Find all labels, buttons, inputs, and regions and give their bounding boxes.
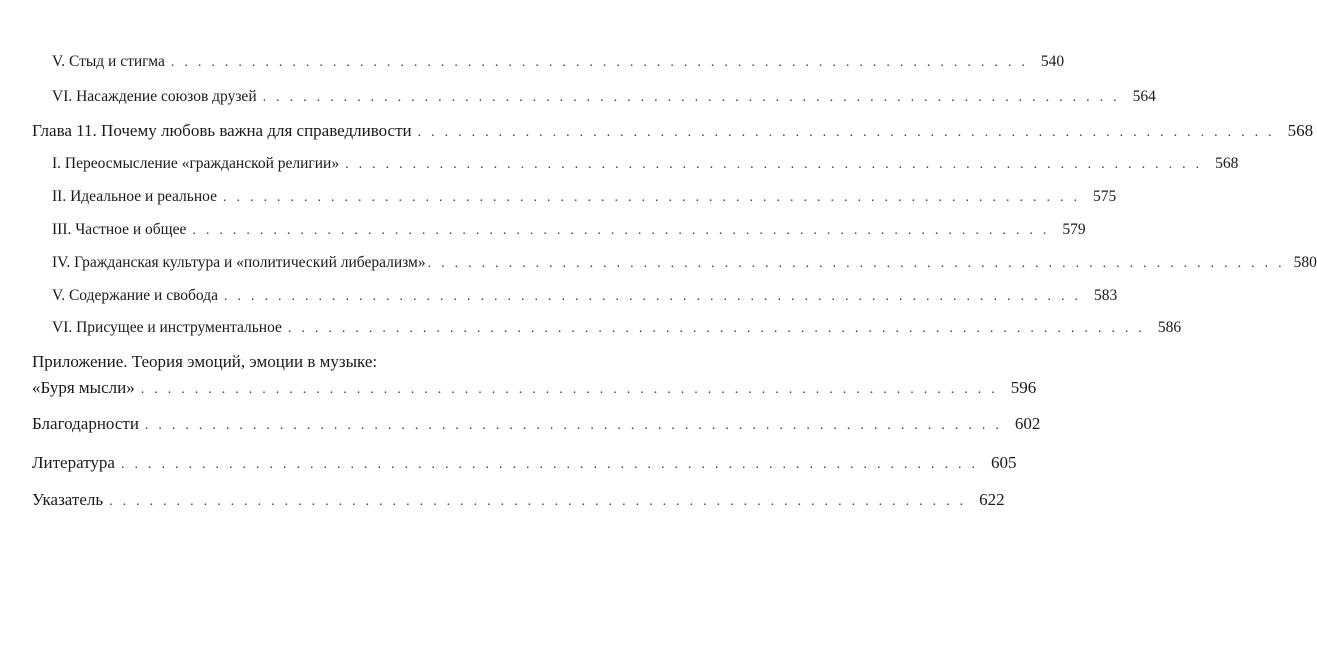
toc-entry[interactable] xyxy=(52,254,1317,272)
toc-entry[interactable] xyxy=(52,155,1239,173)
toc-entry-page: 580 xyxy=(1293,254,1317,271)
dot-leader: ................................................................ xyxy=(120,457,985,472)
toc-entry-page: 575 xyxy=(1092,188,1117,205)
toc-entry-title: VI. Насаждение союзов друзей xyxy=(52,88,257,105)
dot-leader: ................................................................ xyxy=(345,157,1210,172)
toc-entry[interactable] xyxy=(52,287,1118,305)
toc-entry-title: «Буря мысли» xyxy=(32,378,135,397)
toc-entry-title: Благодарности xyxy=(32,414,139,433)
toc-chapter-entry[interactable] xyxy=(32,121,1314,141)
dot-leader: ................................................................ xyxy=(170,55,1035,70)
toc-entry-page: 583 xyxy=(1094,287,1118,304)
toc-entry-page: 622 xyxy=(979,490,1005,509)
toc-entry[interactable] xyxy=(32,453,1017,473)
toc-entry-title: II. Идеальное и реальное xyxy=(52,188,217,205)
toc-entry-title: III. Частное и общее xyxy=(52,221,187,238)
toc-entry-title: I. Переосмысление «гражданской религии» xyxy=(52,155,340,172)
toc-entry-page: 586 xyxy=(1157,319,1182,336)
toc-entry-page: 568 xyxy=(1215,155,1239,172)
toc-appendix-title-line1[interactable]: Приложение. Теория эмоций, эмоции в музыке: xyxy=(32,352,378,371)
toc-entry-page: 568 xyxy=(1287,121,1314,140)
toc-entry-page: 564 xyxy=(1132,88,1156,105)
toc-entry-page: 605 xyxy=(990,453,1017,472)
toc-entry-title: Глава 11. Почему любовь важна для справедливости xyxy=(32,121,412,140)
toc-entry-title: V. Содержание и свобода xyxy=(52,287,219,304)
dot-leader: ................................................................ xyxy=(144,418,1009,433)
toc-entry-title: VI. Присущее и инструментальное xyxy=(52,319,282,336)
dot-leader: ................................................................ xyxy=(222,190,1087,205)
toc-entry[interactable] xyxy=(52,319,1182,337)
dot-leader: ................................................................ xyxy=(287,321,1152,336)
dot-leader: ................................................................ xyxy=(109,494,974,509)
toc-entry-title: V. Стыд и стигма xyxy=(52,53,165,70)
toc-entry[interactable] xyxy=(52,88,1156,106)
toc-entry[interactable] xyxy=(52,221,1086,239)
dot-leader: ................................................................ xyxy=(140,382,1005,397)
toc-entry[interactable] xyxy=(52,188,1117,206)
toc-entry-page: 540 xyxy=(1040,53,1065,70)
toc-entry-page: 579 xyxy=(1062,221,1086,238)
toc-entry-title: IV. Гражданская культура и «политический либерализм» xyxy=(52,254,426,271)
toc-entry[interactable] xyxy=(52,53,1065,71)
dot-leader: ................................................................ xyxy=(262,90,1127,105)
toc-entry-title: Указатель xyxy=(32,490,104,509)
toc-entry-title: Литература xyxy=(32,453,115,472)
dot-leader: ................................................................ xyxy=(417,125,1282,140)
toc-entry[interactable] xyxy=(32,414,1041,434)
dot-leader: ................................................................ xyxy=(427,256,1292,271)
dot-leader: ................................................................ xyxy=(192,223,1057,238)
toc-appendix-entry[interactable] xyxy=(32,378,1037,398)
dot-leader: ................................................................ xyxy=(224,289,1089,304)
toc-entry-page: 602 xyxy=(1014,414,1041,433)
toc-entry-page: 596 xyxy=(1010,378,1037,397)
toc-entry[interactable] xyxy=(32,490,1005,510)
